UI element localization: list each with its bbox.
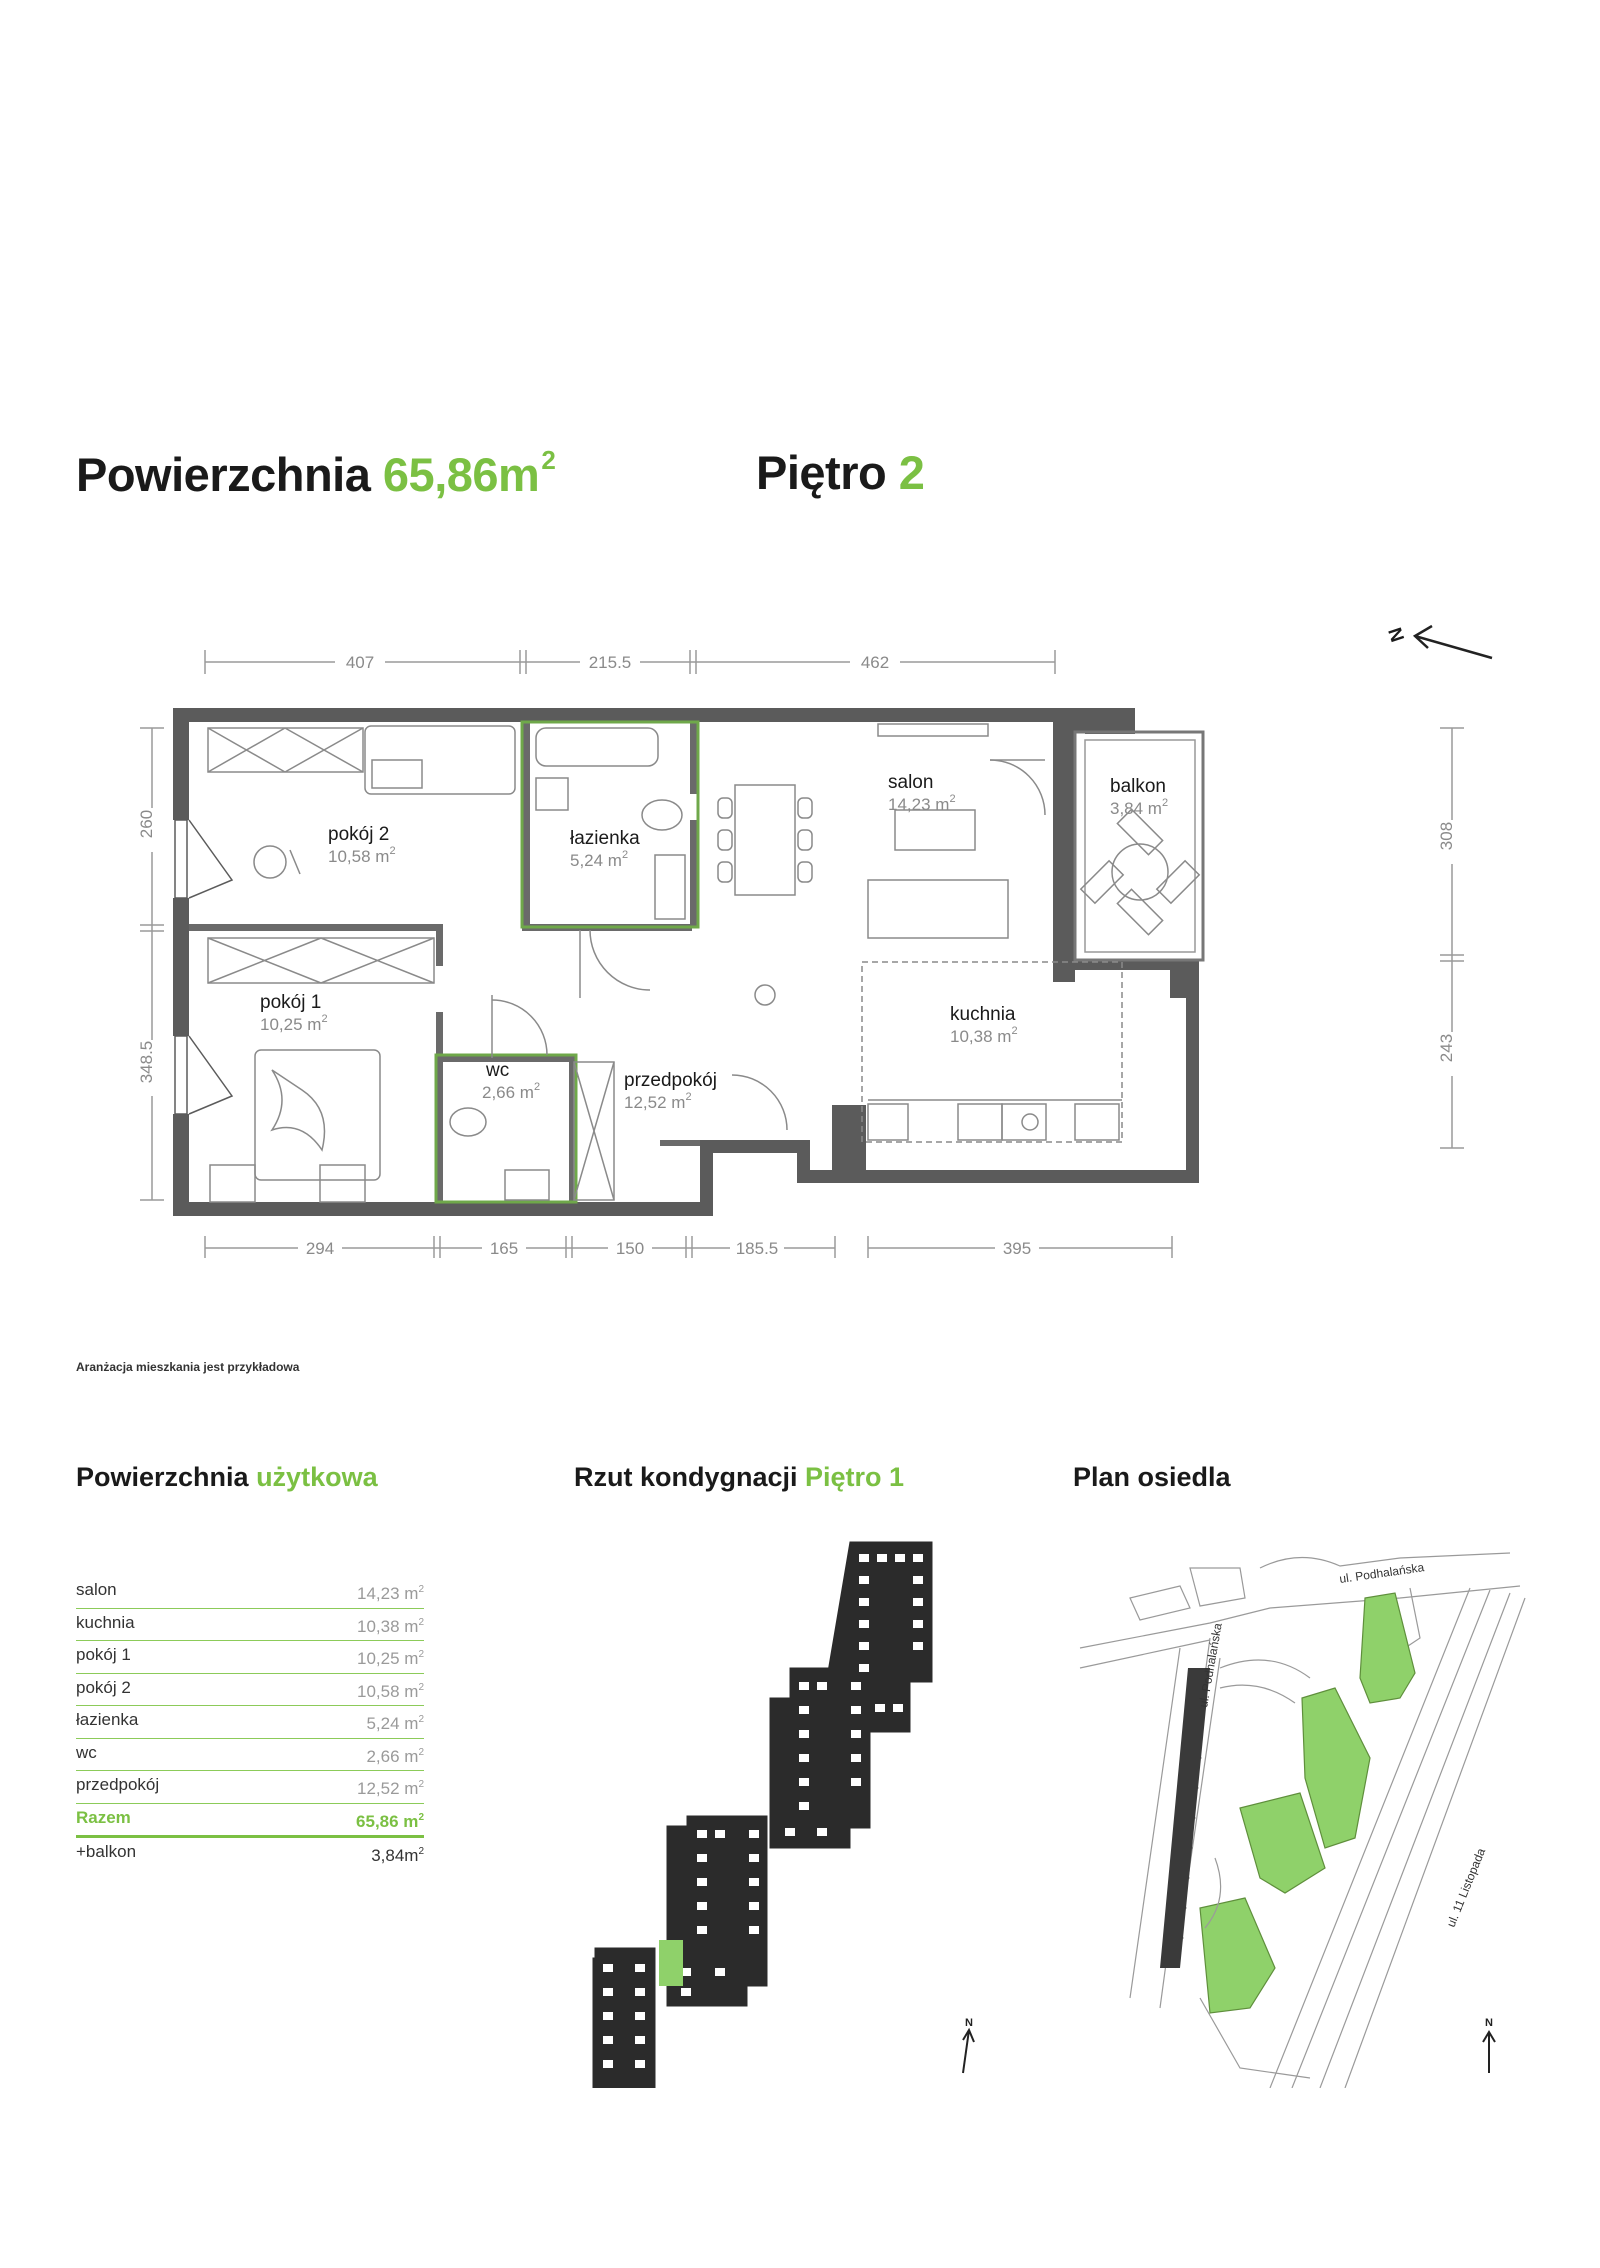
dim-right-2: 243 [1437,1033,1456,1063]
furniture-kuchnia [732,962,1122,1142]
area-total-row [76,1804,424,1839]
room-pokoj-2-area [328,845,396,866]
street-podhalanska-top-label: ul. Podhalańska [1338,1560,1425,1586]
area-balcony-value [371,1838,424,1870]
room-przedpokoj-area [624,1091,692,1112]
room-pokoj-2-area-sup: 2 [389,845,396,857]
area-row-value-sup: 2 [418,1779,424,1790]
floor-heading-value: 2 [898,446,925,499]
room-wc-area-sup: 2 [533,1081,541,1093]
area-value-text: 65,86m [382,448,540,501]
room-wc-area [482,1081,540,1102]
area-row-name: wc [76,1742,97,1762]
area-row [76,1674,424,1707]
area-row-name: pokój 2 [76,1677,131,1697]
dim-left-1: 260 [137,809,156,839]
dim-top-1: 407 [345,653,375,672]
dim-left-2: 348.5 [137,1040,156,1084]
room-wc-name: wc [486,1060,510,1081]
area-row-value-text: 2,66 m [366,1746,419,1766]
room-salon-area [888,793,956,814]
area-row-name: łazienka [76,1710,139,1729]
floor-heading-label: Piętro [756,446,887,499]
area-row [76,1739,424,1772]
dimensions-left [140,728,164,1200]
area-row-value-sup: 2 [418,1584,424,1595]
dimensions-right [1440,728,1464,1148]
area-row-value-text: 5,24 m [366,1714,419,1733]
dim-top-2: 215.5 [588,653,632,672]
room-kuchnia-name: kuchnia [950,1004,1016,1025]
room-lazienka-name: łazienka [570,828,640,849]
room-salon-area-sup: 2 [949,793,956,805]
area-total-value [356,1804,424,1836]
area-row-value-sup: 2 [418,1616,424,1628]
room-labels [260,772,1168,1112]
area-row [76,1641,424,1674]
area-row-value [366,1706,424,1738]
apartment-floor-plan [0,600,1600,1260]
highlighted-apartment [659,1940,683,1986]
usable-area-title-2: użytkowa [256,1462,378,1492]
north-arrow-icon [963,2017,974,2073]
room-pokoj-1-area-sup: 2 [321,1013,328,1025]
room-pokoj-1-area [260,1013,328,1034]
floor-plan-title-1: Rzut kondygnacji [574,1462,798,1492]
area-row [76,1771,424,1804]
area-total-value-text: 65,86 m [356,1811,419,1831]
area-row-name: salon [76,1580,117,1599]
area-row-value [357,1576,424,1608]
area-row-value-sup: 2 [418,1746,424,1758]
area-row-name: przedpokój [76,1775,160,1794]
north-arrow-icon [1483,2017,1495,2073]
site-plan-title: Plan osiedla [1073,1462,1231,1492]
building-floor-plan [575,1528,995,2088]
dim-bottom-3: 150 [615,1239,645,1258]
street-11-listopada-label: ul. 11 Listopada [1443,1846,1489,1930]
dim-bottom-5: 395 [1002,1239,1032,1258]
dim-right-1: 308 [1437,821,1456,851]
room-kuchnia-area [950,1025,1018,1046]
room-balkon-area-value: 3,84 m [1110,799,1162,818]
compass-icon [1383,625,1492,658]
area-balcony-value-text: 3,84m [371,1846,419,1865]
room-kuchnia-area-value: 10,38 m [950,1027,1012,1046]
dim-bottom-2: 165 [489,1239,519,1258]
area-balcony-row [76,1838,424,1870]
room-salon-name: salon [888,772,934,793]
area-total-name: Razem [76,1807,131,1827]
room-przedpokoj-area-value: 12,52 m [624,1093,686,1112]
area-heading-label: Powierzchnia [76,448,371,501]
area-row-value [357,1641,424,1673]
area-row-value-text: 10,25 m [357,1649,419,1668]
room-wc-area-value: 2,66 m [482,1083,534,1102]
street-podhalanska-label: ul. Podhalańska [1196,1621,1225,1709]
dim-bottom-4: 185.5 [735,1239,779,1258]
room-lazienka-area [570,849,628,870]
site-compass-letter: N [1485,2017,1493,2029]
area-row-value-text: 14,23 m [357,1584,419,1603]
area-balcony-name: +balkon [76,1842,137,1861]
furniture-balkon [1081,809,1199,934]
area-row-value-text: 12,52 m [357,1779,419,1798]
floor-compass-letter: N [965,2017,973,2029]
area-row-value [357,1674,424,1706]
room-balkon-name: balkon [1110,776,1166,797]
floor-plan-title [574,1462,904,1493]
area-heading-value [382,445,556,501]
area-row-value-text: 10,38 m [357,1616,419,1636]
floor-heading [756,445,924,500]
site-plan-map [1070,1528,1540,2088]
area-table [76,1576,424,1870]
room-pokoj-1-area-value: 10,25 m [260,1015,322,1034]
area-value-sup: 2 [541,445,556,475]
room-balkon-area [1110,797,1168,818]
usable-area-title-1: Powierzchnia [76,1462,249,1492]
room-lazienka-area-sup: 2 [621,849,629,861]
dim-bottom-1: 294 [305,1239,335,1258]
room-przedpokoj-area-sup: 2 [685,1091,692,1103]
room-kuchnia-area-sup: 2 [1011,1025,1018,1037]
room-pokoj-2-name: pokój 2 [328,824,390,845]
area-row-value-sup: 2 [418,1681,424,1693]
highlighted-buildings [1200,1593,1415,2013]
area-row [76,1576,424,1609]
floor-plan-title-2: Piętro 1 [805,1462,905,1492]
usable-area-title [76,1462,378,1493]
area-row-name: kuchnia [76,1612,135,1632]
room-pokoj-2-area-value: 10,58 m [328,847,390,866]
room-salon-area-value: 14,23 m [888,795,950,814]
room-lazienka-area-value: 5,24 m [570,851,622,870]
room-przedpokoj-name: przedpokój [624,1070,717,1091]
area-row [76,1706,424,1739]
area-row-value [357,1609,424,1641]
arrangement-note: Aranżacja mieszkania jest przykładowa [76,1360,300,1374]
area-row-name: pokój 1 [76,1645,131,1664]
compass-letter: N [1383,625,1408,645]
area-row-value [366,1739,424,1771]
building-blocks [593,1542,932,2088]
furniture-salon [718,724,1045,1005]
area-row [76,1609,424,1642]
area-total-value-sup: 2 [418,1811,424,1823]
area-balcony-value-sup: 2 [418,1846,424,1857]
room-pokoj-1-name: pokój 1 [260,992,322,1013]
furniture-pokoj-1 [208,938,434,1202]
room-balkon-area-sup: 2 [1161,797,1169,809]
area-row-value [357,1771,424,1803]
area-row-value-sup: 2 [418,1649,424,1660]
area-row-value-sup: 2 [418,1714,424,1725]
area-heading [76,445,555,502]
area-row-value-text: 10,58 m [357,1681,419,1701]
dim-top-3: 462 [860,653,890,672]
